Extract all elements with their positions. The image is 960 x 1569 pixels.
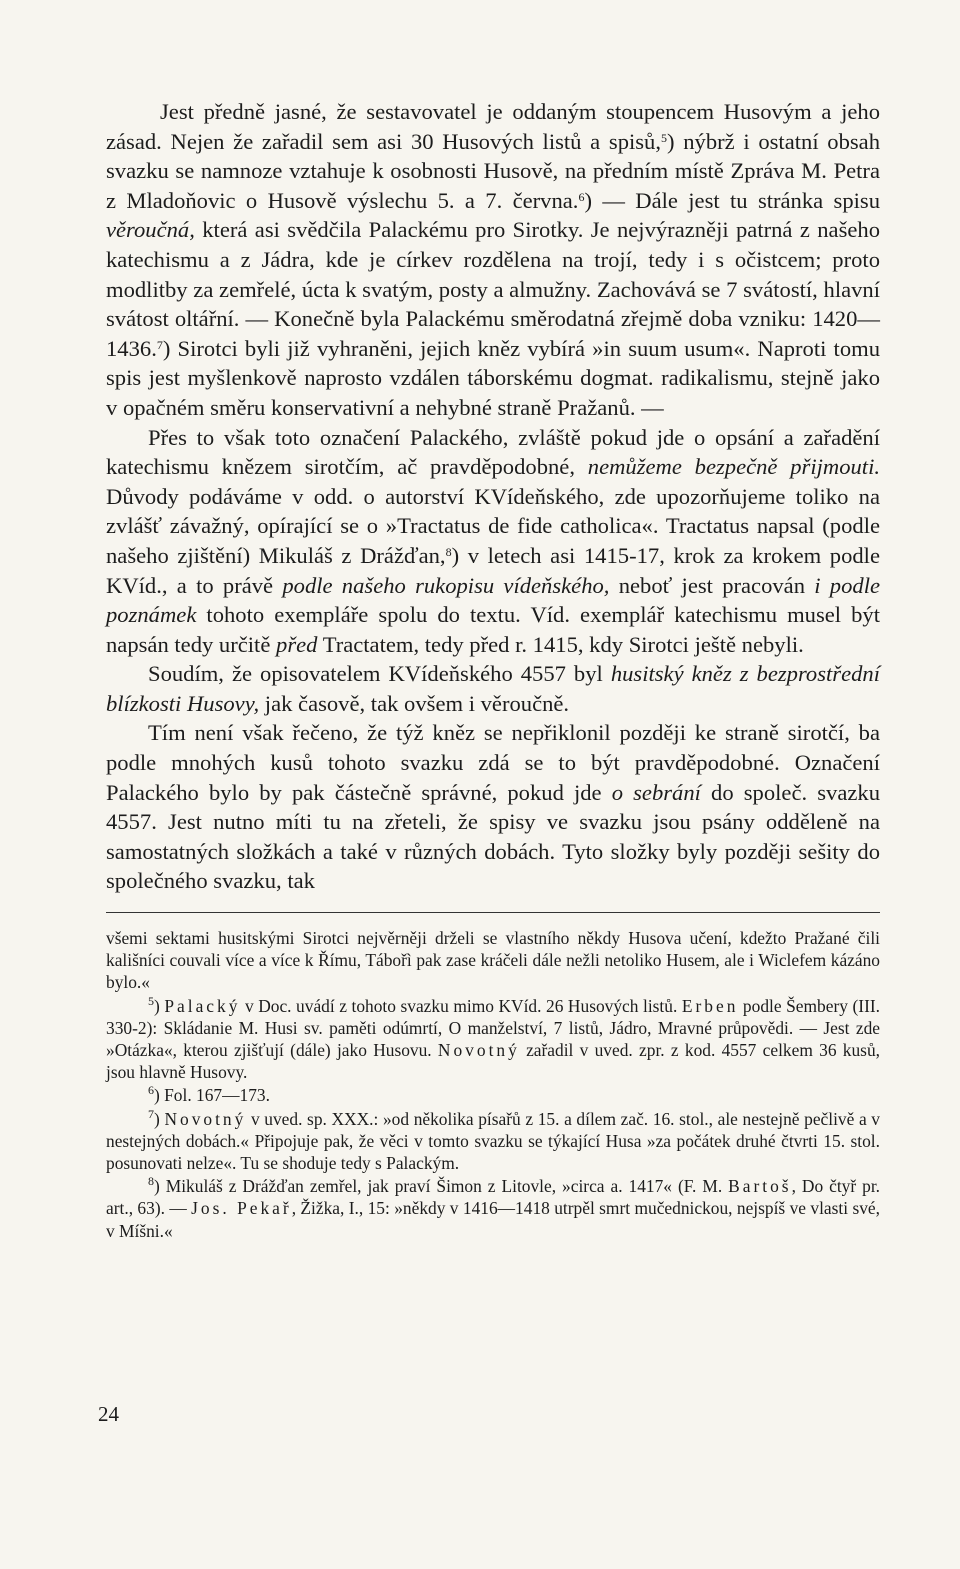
paragraph-4 (106, 718, 880, 896)
text-run: tohoto exempláře spolu do textu. Víd. exemplář katechismu musel být napsán tedy určitě (106, 602, 880, 657)
footnote-ref-6: 6 (578, 189, 585, 204)
footnote-mark: 6 (148, 1083, 154, 1098)
text-run: ) Fol. 167—173. (154, 1085, 270, 1106)
text-run: do společ. svazku 4557. Jest nutno míti tu na zřeteli, že spisy ve svazku jsou psány odděleně na samostatných složkách a také v různých dobách. Tyto složky byly později sešity do společného svazku, tak (106, 779, 880, 894)
text-run: Důvody podáváme v odd. o autorství KVídeňského, zde upozorňujeme toliko na zvlášť závažný, opírající se o »Tractatus de fide catholica«. Tractatus napsal (podle našeho zjištění) Mikuláš z Drážďan, (106, 483, 880, 568)
text-run: Jest předně jasné, že sestavovatel je oddaným stoupencem Husovým a jeho zásad. Nejen že zařadil sem asi 30 Husových listů a spisů, (106, 99, 880, 154)
emphasis: husitský kněz z bezprostřední blízkosti Husovy, (106, 661, 880, 716)
body-text (106, 97, 880, 896)
spaced-name: Bartoš (728, 1176, 792, 1197)
footnote-ref-7: 7 (156, 337, 163, 352)
page-number: 24 (98, 1402, 119, 1426)
text-run: ) Mikuláš z Drážďan zemřel, jak praví Šimon z Litovle, »circa a. 1417« (F. M. (154, 1176, 729, 1197)
text-run: ) nýbrž i ostatní obsah svazku se namnoze vztahuje k osobnosti Husově, na předním místě Zpráva M. Petra z Mladoňovic o Husově výslechu 5. a 7. června. (106, 128, 880, 213)
footnote-continuation: všemi sektami husitskými Sirotci nejvěrněji drželi se vlastního někdy Husova učení, kdežto Pražané čili kališníci couvali více a více k Římu, Tábořì pak zase kráčeli dále nežli netoliko Husem, ale i Wiclefem kázáno bylo.« (106, 928, 880, 993)
footnote-ref-8: 8 (445, 544, 452, 559)
paragraph-1 (106, 97, 880, 423)
spaced-name: Palacký (164, 995, 241, 1016)
emphasis: podle našeho rukopisu vídeňského, (282, 572, 610, 598)
spaced-name: Erben (681, 995, 739, 1016)
text-run: v Doc. uvádí z tohoto svazku mimo KVíd. 26 Husových listů. (240, 995, 682, 1016)
text-run: v uved. sp. XXX.: »od několika písařů z 15. a dílem zač. 16. stol., ale nestejně pečlivě a v nestejných dobách.« Připojuje pak, že věci v tomto svazku se týkající Husa »za počátek druhé čtvrti 15. stol. posunovati nelze«. Tu se shoduje tedy s Palackým. (106, 1108, 881, 1174)
footnote-5: $^5$) Palacký v Doc. uvádí z tohoto svazku mimo KVíd. 26 Husových listů. Erben podle Šembery (III. 330-2): Skládanie M. Husi sv. paměti odúmrtí, O manželství, 7 listů, Jádro, Mravné průpovědi. — Jest zde »Otázka«, kterou zjišťují (dále) jako Husovu. Novotný zařadil v uved. zpr. z kod. 4557 celkem 36 kusů, jsou hlavně Husovy. (106, 993, 880, 1083)
text-run: Soudím, že opisovatelem KVídeňského 4557 byl (148, 661, 611, 687)
text-run: zařadil v uved. zpr. z kod. 4557 celkem 36 kusů, jsou hlavně Husovy. (106, 1040, 880, 1083)
footnote-7: $^7$) Novotný v uved. sp. XXX.: »od několika písařů z 15. a dílem zač. 16. stol., ale nestejně pečlivě a v nestejných dobách.« Připojuje pak, že věci v tomto svazku se týkající Husa »za počátek druhé čtvrti 15. stol. posunovati nelze«. Tu se shoduje tedy s Palackým. (106, 1106, 881, 1174)
text-run: která asi svědčila Palackému pro Sirotky. Je nejvýrazněji patrná z našeho katechismu a z Jádra, kde je církev rozdělena na trojí, tedy i s očistcem; proto modlitby za zemřelé, úcta k svatým, posty a almužny. Zachovává se 7 svátostí, hlavní svátost oltářní. — Konečně byla Palackému směrodatná zřejmě doba vzniku: 1420—1436. (106, 217, 880, 361)
spaced-name: Jos. Pekař (191, 1198, 292, 1219)
emphasis: věroučná, (106, 217, 195, 243)
emphasis: nemůžeme bezpečně přijmouti. (587, 454, 880, 480)
emphasis: před (276, 631, 318, 657)
emphasis: i podle poznámek (106, 572, 881, 628)
footnote-8 (106, 1175, 880, 1242)
footnote-6 (106, 1084, 880, 1106)
text-run: Přes to však toto označení Palackého, zvláště pokud jde o opsání a zařadění katechismu knězem sirotčím, ač pravděpodobné, (106, 424, 880, 480)
text-run: ) Sirotci byli již vyhraněni, jejich kněz vybírá »in suum usum«. Naproti tomu spis jest myšlenkově naprosto vzdálen táborskému dogmat. radikalismu, stejně jako v opačném směru konservativní a nehybné straně Pražanů. — (106, 335, 880, 420)
footnotes (106, 927, 880, 1242)
text-run: podle Šembery (III. 330-2): Skládanie M. Husi sv. paměti odúmrtí, O manželství, 7 listů, Jádro, Mravné průpovědi. — Jest zde »Otázka«, kterou zjišťují (dále) jako Husovu. (106, 995, 880, 1061)
text-run: neboť jest pracován (609, 572, 815, 598)
text-run: Tractatem, tedy před r. 1415, kdy Sirotci ještě nebyli. (317, 631, 804, 657)
text-run: ) v letech asi 1415-17, krok za krokem podle KVíd., a to právě (106, 542, 880, 598)
footnote-divider (106, 912, 880, 913)
spaced-name: Novotný (437, 1040, 520, 1061)
text-run: Tím není však řečeno, že týž kněz se nepřiklonil později ke straně sirotčí, ba podle mnohých kusů tohoto svazku zdá se to být pravděpodobné. Označení Palackého bylo by pak částečně správné, pokud jde (106, 720, 880, 805)
footnote-mark: 5 (148, 993, 154, 1008)
footnote-ref-5: 5 (661, 130, 668, 145)
paragraph-2 (106, 423, 880, 660)
spaced-name: Novotný (164, 1108, 247, 1129)
text-run: jak časově, tak ovšem i věroučně. (259, 690, 570, 716)
footnote-mark: 7 (148, 1106, 154, 1121)
text-run: , Do čtyř pr. art., 63). — (106, 1176, 880, 1219)
page-content (106, 97, 880, 1243)
footnote-mark: 8 (148, 1174, 154, 1189)
text-run: ) — Dále jest tu stránka spisu (584, 187, 880, 213)
text-run: , Žižka, I., 15: »někdy v 1416—1418 utrpěl smrt mučednickou, nejspíš ve vlasti své, v Míšni.« (106, 1198, 880, 1241)
paragraph-3 (106, 659, 880, 718)
emphasis: o sebrání (611, 779, 701, 805)
